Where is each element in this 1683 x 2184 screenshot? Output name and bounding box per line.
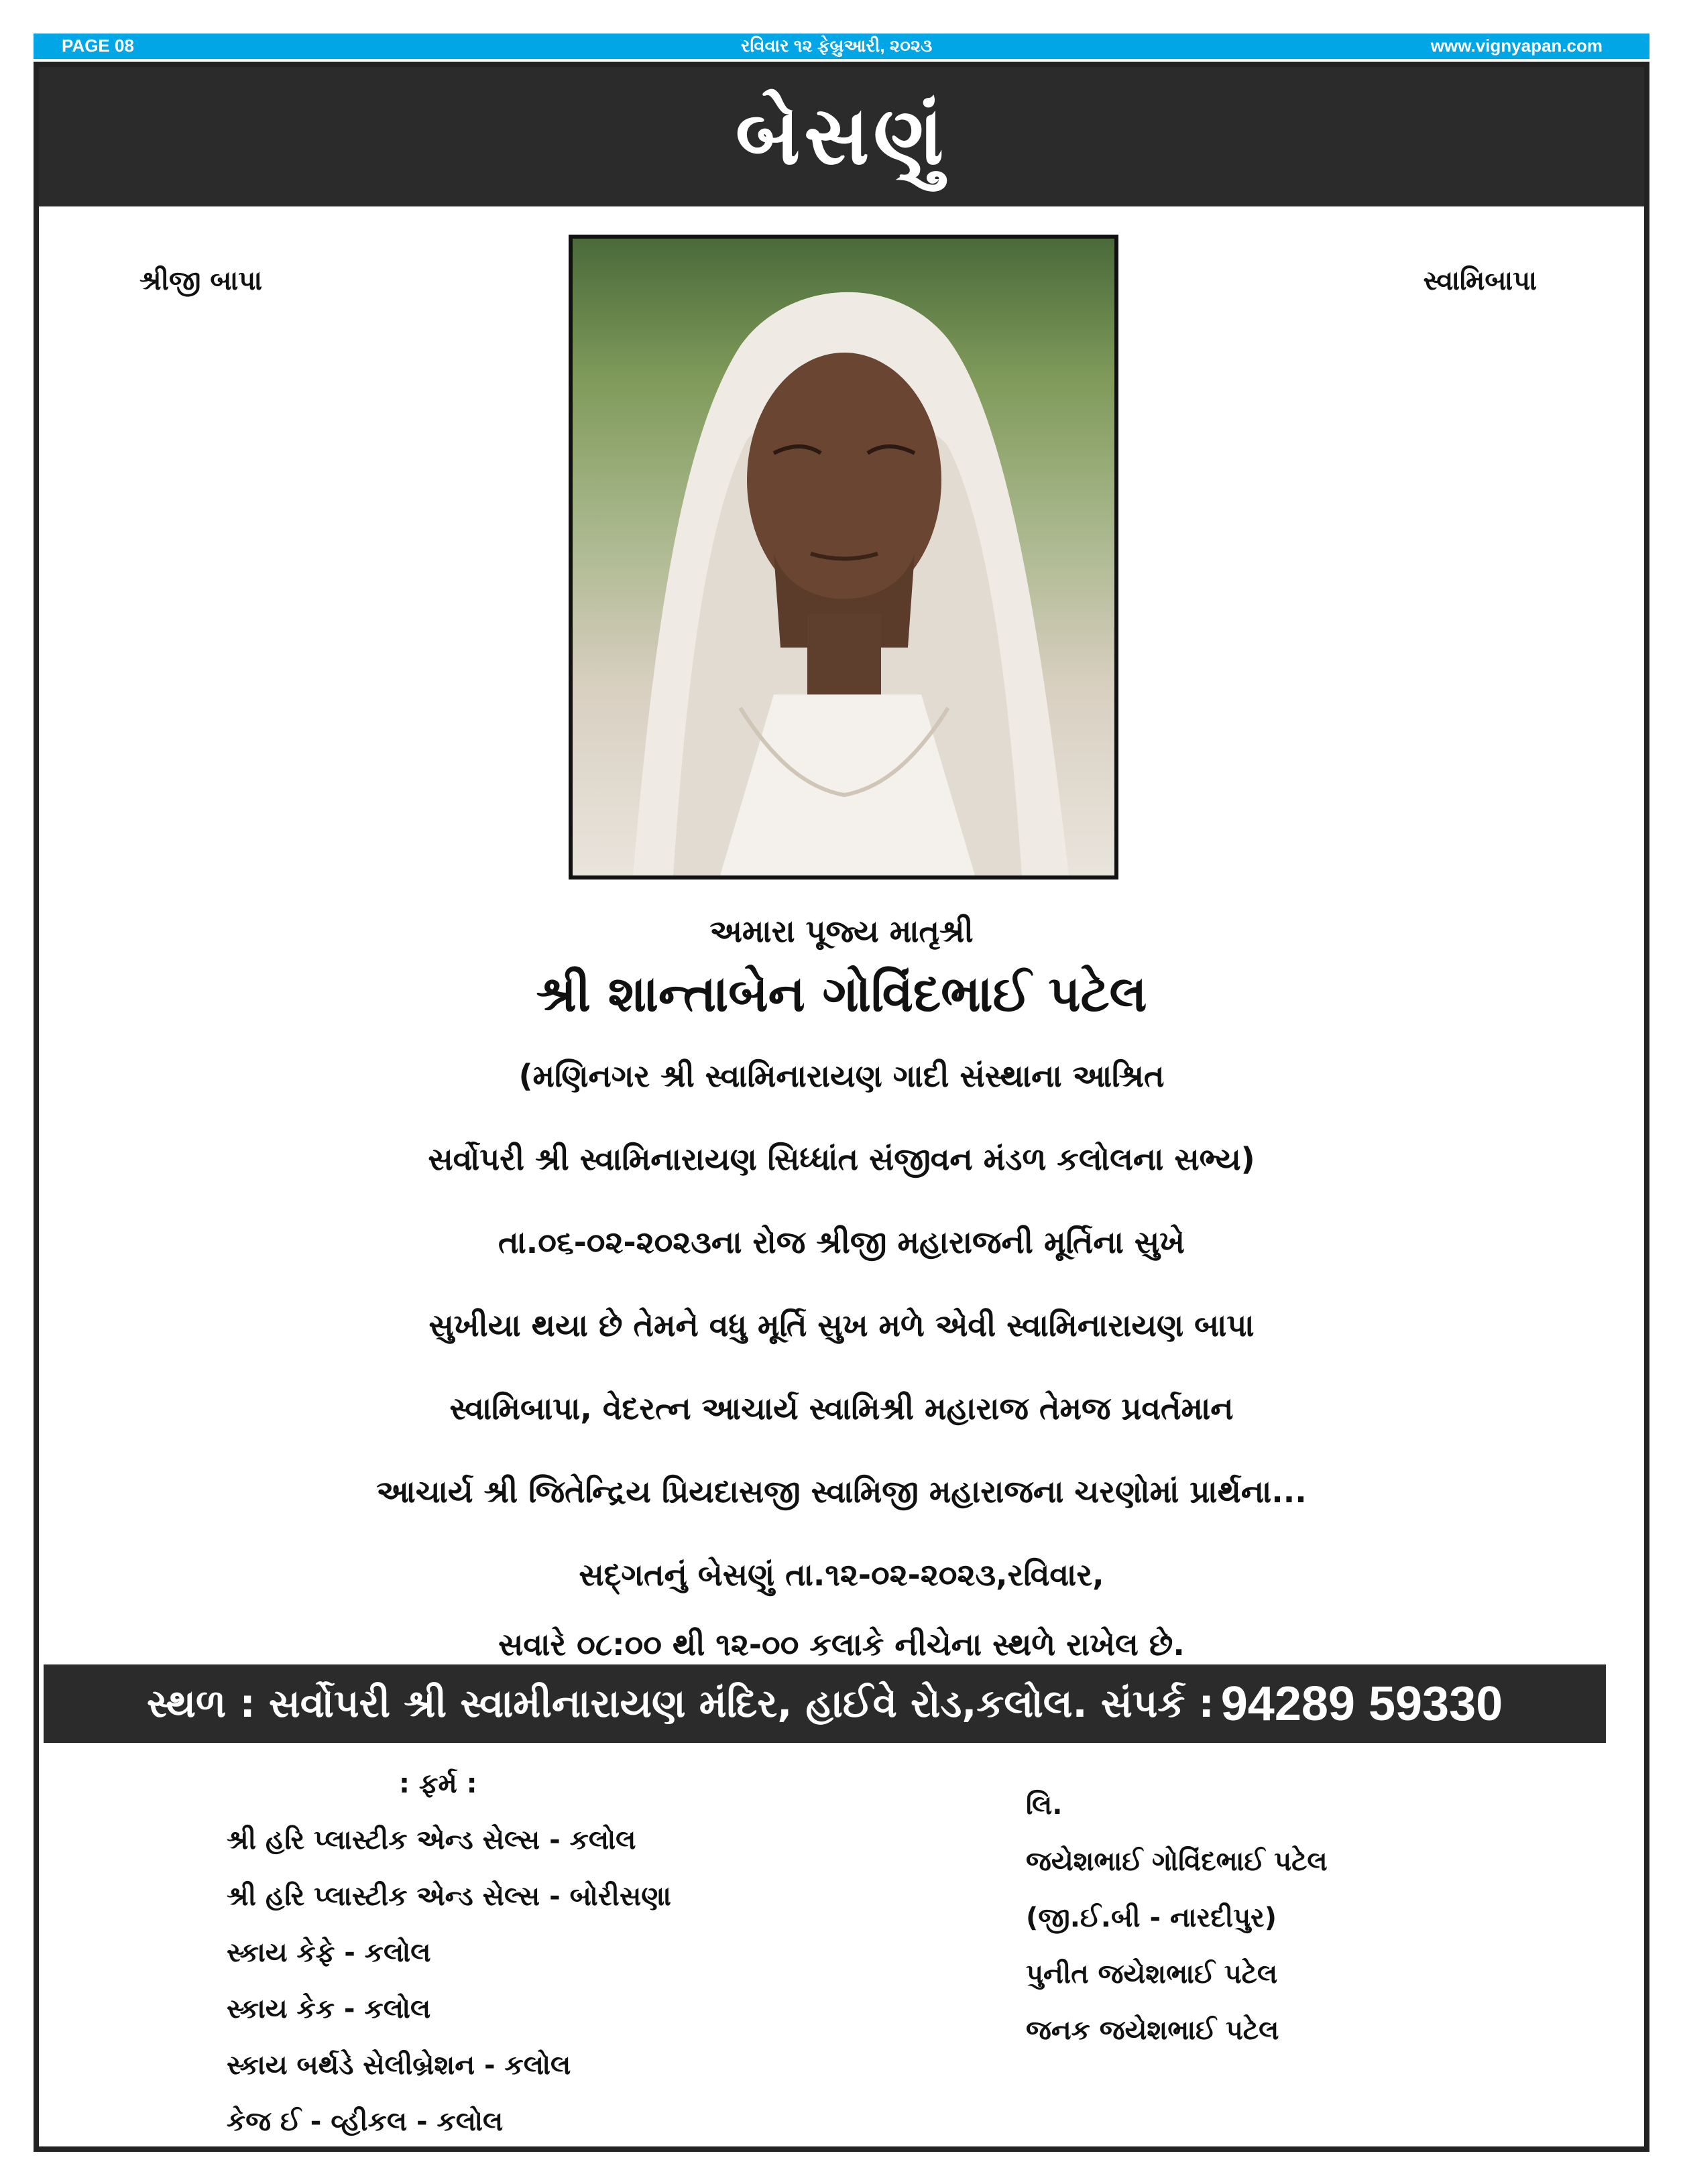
notice-line: સ્વામિબાપા, વેદરત્ન આચાર્ય સ્વામિશ્રી મહારાજ તેમજ પ્રવર્તમાન xyxy=(449,1390,1234,1427)
notice-intro: અમારા પૂજ્ય માતૃશ્રી xyxy=(709,913,974,949)
notice-line: તા.૦૬-૦૨-૨૦૨૩ના રોજ શ્રીજી મહારાજની મૂર્તિના સુખે xyxy=(498,1224,1185,1260)
page-title: બેસણું xyxy=(735,90,948,183)
firm-item: કેજ ઈ - વ્હીકલ - કલોલ xyxy=(227,2106,504,2137)
portrait-illustration xyxy=(573,239,1114,875)
notice-line: સવારે ૦૮:૦૦ થી ૧૨-૦૦ કલાકે નીચેના સ્થળે રાખેલ છે. xyxy=(498,1626,1185,1662)
firm-item: સ્કાય કેક - કલોલ xyxy=(227,1994,431,2024)
firm-item: સ્કાય બર્થડે સેલીબ્રેશન - કલોલ xyxy=(227,2050,571,2081)
notice-line: (મણિનગર શ્રી સ્વામિનારાયણ ગાદી સંસ્થાના આશ્રિત xyxy=(518,1058,1165,1094)
venue-text: સ્થળ : સર્વોપરી શ્રી સ્વામીનારાયણ મંદિર, હાઈવે રોડ,કલોલ. સંપર્ક : xyxy=(146,1681,1214,1726)
portrait-photo xyxy=(569,235,1118,879)
deceased-name: શ્રી શાન્તાબેન ગોવિંદભાઈ પટેલ xyxy=(536,965,1147,1023)
signatory-item: જનક જયેશભાઈ પટેલ xyxy=(1026,2015,1279,2046)
firms-heading: : ફર્મ : xyxy=(399,1768,477,1799)
firm-item: શ્રી હરિ પ્લાસ્ટીક એન્ડ સેલ્સ - બોરીસણા xyxy=(227,1881,671,1912)
venue-bar xyxy=(44,1664,1606,1743)
masthead xyxy=(39,67,1644,206)
notice-line: સર્વોપરી શ્રી સ્વામિનારાયણ સિધ્ધાંત સંજીવન મંડળ કલોલના સભ્ય) xyxy=(428,1141,1255,1177)
notice-line: સુખીયા થયા છે તેમને વધુ મૂર્તિ સુખ મળે એવી સ્વામિનારાયણ બાપા xyxy=(428,1307,1255,1343)
issue-date: રવિવાર ૧૨ ફેબ્રુઆરી, ૨૦૨૩ xyxy=(741,36,933,56)
notice-line: આચાર્ય શ્રી જિતેન્દ્રિય પ્રિયદાસજી સ્વામિજી મહારાજના ચરણોમાં પ્રાર્થના... xyxy=(376,1473,1307,1510)
page-number: PAGE 08 xyxy=(62,36,134,56)
notice-frame xyxy=(34,62,1649,2152)
firm-item: શ્રી હરિ પ્લાસ્ટીક એન્ડ સેલ્સ - કલોલ xyxy=(227,1825,636,1856)
top-header-bar xyxy=(34,34,1649,59)
contact-phone[interactable]: 94289 59330 xyxy=(1220,1677,1503,1731)
notice-line: સદ્‌ગતનું બેસણું તા.૧૨-૦૨-૨૦૨૩,રવિવાર, xyxy=(579,1557,1104,1593)
signatory-item: પુનીત જયેશભાઈ પટેલ xyxy=(1026,1959,1278,1990)
corner-label-left: શ્રીજી બાપા xyxy=(139,265,263,296)
signatory-item: (જી.ઈ.બી - નારદીપુર) xyxy=(1026,1902,1277,1933)
corner-label-right: સ્વામિબાપા xyxy=(1423,265,1537,296)
signatories-heading: લિ. xyxy=(1026,1790,1063,1821)
firm-item: સ્કાય કેફે - કલોલ xyxy=(227,1937,431,1968)
website-url[interactable]: www.vignyapan.com xyxy=(1430,36,1603,56)
signatory-item: જયેશભાઈ ગોવિંદભાઈ પટેલ xyxy=(1026,1846,1328,1877)
